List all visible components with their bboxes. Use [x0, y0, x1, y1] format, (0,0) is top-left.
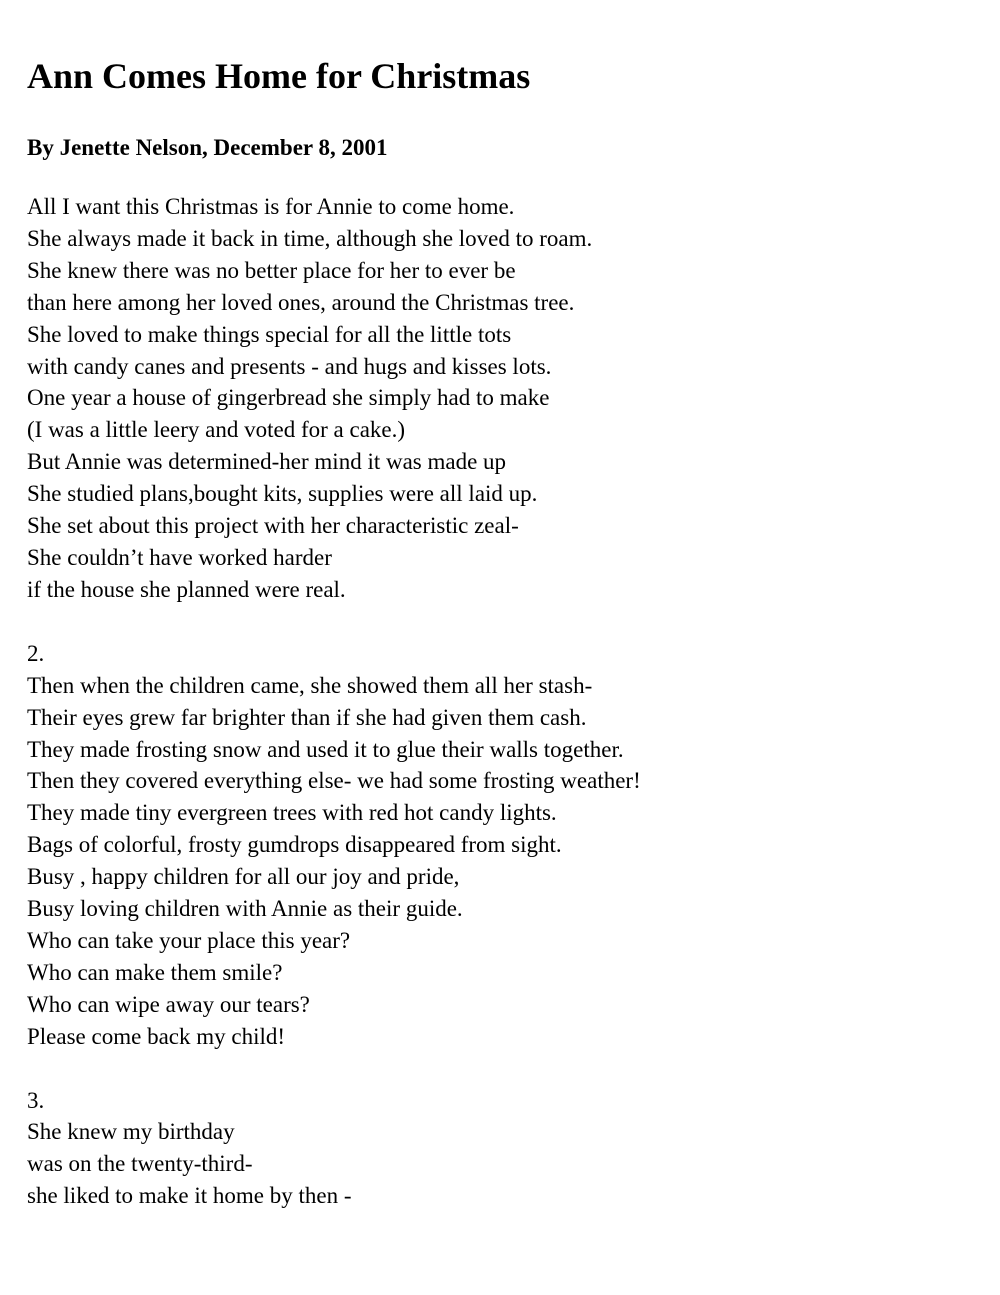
poem-line: They made frosting snow and used it to glue their walls together. [27, 736, 624, 762]
poem-line: She always made it back in time, although she loved to roam. [27, 225, 593, 251]
poem-line: with candy canes and presents - and hugs and kisses lots. [27, 353, 552, 379]
stanza-2 [27, 638, 967, 1053]
poem-body [27, 191, 967, 1212]
poem-line: Then they covered everything else- we had some frosting weather! [27, 768, 641, 794]
stanza-number: 2. [27, 640, 45, 666]
poem-line: was on the twenty-third- [27, 1151, 253, 1177]
poem-line: She loved to make things special for all the little tots [27, 321, 512, 347]
byline: By Jenette Nelson, December 8, 2001 [27, 135, 388, 160]
poem-line: She set about this project with her characteristic zeal- [27, 513, 519, 539]
poem-line: Please come back my child! [27, 1023, 286, 1049]
poem-line: Busy , happy children for all our joy and pride, [27, 864, 460, 890]
stanza-3 [27, 1085, 967, 1213]
poem-line: Busy loving children with Annie as their guide. [27, 896, 463, 922]
poem-line: Their eyes grew far brighter than if she had given them cash. [27, 704, 587, 730]
poem-line: she liked to make it home by then - [27, 1183, 352, 1209]
poem-line: Then when the children came, she showed them all her stash- [27, 672, 593, 698]
poem-line: She knew my birthday [27, 1119, 235, 1145]
poem-line: Bags of colorful, frosty gumdrops disappeared from sight. [27, 832, 562, 858]
poem-line: than here among her loved ones, around the Christmas tree. [27, 289, 575, 315]
poem-line: Who can wipe away our tears? [27, 991, 310, 1017]
poem-line: Who can take your place this year? [27, 927, 351, 953]
poem-line: But Annie was determined-her mind it was made up [27, 449, 507, 475]
poem-line: One year a house of gingerbread she simply had to make [27, 385, 550, 411]
document-page [27, 56, 967, 1244]
stanza-number: 3. [27, 1087, 45, 1113]
document-title: Ann Comes Home for Christmas [27, 56, 531, 96]
poem-line: Who can make them smile? [27, 959, 283, 985]
poem-line: All I want this Christmas is for Annie to come home. [27, 194, 515, 219]
poem-line: if the house she planned were real. [27, 576, 346, 602]
poem-line: She studied plans,bought kits, supplies were all laid up. [27, 481, 538, 507]
poem-line: She knew there was no better place for her to ever be [27, 257, 516, 283]
stanza-1 [27, 191, 967, 606]
poem-line: She couldn’t have worked harder [27, 544, 332, 570]
poem-line: (I was a little leery and voted for a cake.) [27, 417, 406, 443]
poem-line: They made tiny evergreen trees with red hot candy lights. [27, 800, 557, 826]
